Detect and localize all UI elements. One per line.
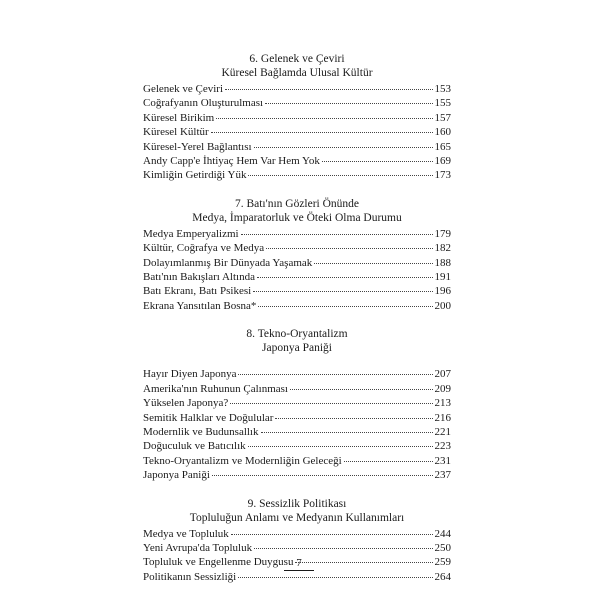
toc-entry[interactable] bbox=[143, 541, 451, 555]
section-title: 7. Batı'nın Gözleri Önünde bbox=[234, 197, 360, 210]
toc-entry-page: 179 bbox=[434, 227, 451, 240]
dot-leader bbox=[275, 410, 432, 419]
toc-entry-page: 213 bbox=[434, 397, 451, 410]
toc-entry-label: Medya Emperyalizmi bbox=[143, 227, 239, 240]
toc-entry[interactable] bbox=[143, 82, 451, 96]
toc-entry[interactable] bbox=[143, 111, 451, 125]
toc-entry-label: Topluluk ve Engellenme Duygusu bbox=[143, 556, 294, 569]
dot-leader bbox=[254, 139, 433, 148]
toc-entry-label: Medya ve Topluluk bbox=[143, 527, 229, 540]
toc-entry[interactable] bbox=[143, 382, 451, 396]
toc-entry-page: 182 bbox=[434, 242, 451, 255]
toc-entry-label: Batı Ekranı, Batı Psikesi bbox=[143, 285, 252, 298]
dot-leader bbox=[253, 283, 432, 292]
toc-entry-label: Gelenek ve Çeviri bbox=[143, 83, 224, 95]
toc-entry-label: Dolayımlanmış Bir Dünyada Yaşamak bbox=[143, 256, 313, 269]
toc-entry-page: 207 bbox=[434, 368, 451, 381]
toc-entry-page: 250 bbox=[434, 541, 451, 554]
toc-entry-label: Batı'nın Bakışları Altında bbox=[143, 271, 255, 284]
toc-entry-list bbox=[143, 82, 451, 183]
dot-leader bbox=[295, 554, 432, 563]
toc-entry-page: 231 bbox=[434, 454, 451, 467]
dot-leader bbox=[212, 467, 433, 476]
dot-leader bbox=[266, 240, 432, 249]
section-title: 8. Tekno-Oryantalizm bbox=[246, 328, 348, 341]
toc-entry-label: Andy Capp'e İhtiyaç Hem Var Hem Yok bbox=[143, 155, 320, 168]
toc-entry-label: Semitik Halklar ve Doğulular bbox=[143, 411, 274, 424]
toc-entry[interactable] bbox=[143, 425, 451, 439]
dot-leader bbox=[265, 95, 432, 104]
toc-entry[interactable] bbox=[143, 454, 451, 468]
dot-leader bbox=[241, 226, 433, 235]
toc-entry-page: 188 bbox=[434, 256, 451, 269]
dot-leader bbox=[254, 540, 432, 549]
dot-leader bbox=[257, 269, 433, 278]
dot-leader bbox=[248, 167, 432, 176]
toc-entry[interactable] bbox=[143, 299, 451, 313]
toc-entry[interactable] bbox=[143, 256, 451, 270]
dot-leader bbox=[238, 569, 432, 578]
toc-entry-label: Yükselen Japonya? bbox=[143, 397, 229, 410]
toc-entry-label: Modernlik ve Budunsallık bbox=[143, 425, 259, 438]
toc-entry-page: 259 bbox=[434, 556, 451, 569]
toc-entry[interactable] bbox=[143, 241, 451, 255]
toc-entry-page: 173 bbox=[434, 169, 451, 182]
dot-leader bbox=[261, 424, 433, 433]
dot-leader bbox=[230, 395, 432, 404]
dot-leader bbox=[231, 526, 433, 535]
dot-leader bbox=[290, 381, 433, 390]
toc-entry-page: 191 bbox=[434, 271, 451, 284]
toc-entry-label: Yeni Avrupa'da Topluluk bbox=[143, 541, 253, 554]
toc-entry-page: 237 bbox=[434, 469, 451, 482]
section-subtitle: Küresel Bağlamda Ulusal Kültür bbox=[221, 67, 373, 79]
toc-section-8 bbox=[143, 327, 451, 482]
toc-entry-label: Coğrafyanın Oluşturulması bbox=[143, 97, 264, 110]
toc-entry-label: Küresel-Yerel Bağlantısı bbox=[143, 140, 252, 153]
toc-entry[interactable] bbox=[143, 154, 451, 168]
page-number: 7 bbox=[284, 557, 314, 571]
section-subtitle: Medya, İmparatorluk ve Öteki Olma Durumu bbox=[192, 211, 402, 224]
toc-entry-label: Kimliğin Getirdiği Yük bbox=[143, 169, 247, 182]
toc-entry-label: Küresel Birikim bbox=[143, 111, 215, 124]
toc-entry-list bbox=[143, 367, 451, 482]
toc-section-6 bbox=[143, 52, 451, 183]
toc-entry-page: 264 bbox=[434, 570, 451, 583]
toc-entry-label: Ekrana Yansıtılan Bosna* bbox=[143, 299, 257, 312]
toc-entry[interactable] bbox=[143, 140, 451, 154]
section-title: 6. Gelenek ve Çeviri bbox=[249, 53, 345, 65]
toc-entry-page: 209 bbox=[434, 382, 451, 395]
dot-leader bbox=[248, 438, 433, 447]
toc-entry-page: 153 bbox=[434, 83, 451, 95]
dot-leader bbox=[238, 366, 432, 375]
toc-entry-page: 200 bbox=[434, 299, 451, 312]
toc-entry-page: 169 bbox=[434, 155, 451, 168]
toc-entry-label: Doğuculuk ve Batıcılık bbox=[143, 440, 246, 453]
toc-entry-page: 221 bbox=[434, 425, 451, 438]
toc-entry[interactable] bbox=[143, 468, 451, 482]
toc-entry-list bbox=[143, 527, 451, 585]
toc-entry-label: Hayır Diyen Japonya bbox=[143, 368, 237, 381]
section-title: 9. Sessizlik Politikası bbox=[247, 497, 347, 510]
dot-leader bbox=[344, 453, 433, 462]
toc-entry-page: 216 bbox=[434, 411, 451, 424]
toc-entry[interactable] bbox=[143, 168, 451, 182]
toc-entry[interactable] bbox=[143, 570, 451, 584]
toc-entry-page: 155 bbox=[434, 97, 451, 110]
table-of-contents bbox=[143, 52, 451, 598]
toc-entry-page: 157 bbox=[434, 111, 451, 124]
toc-entry[interactable] bbox=[143, 270, 451, 284]
toc-entry-page: 160 bbox=[434, 126, 451, 139]
toc-entry-list bbox=[143, 227, 451, 313]
toc-entry[interactable] bbox=[143, 227, 451, 241]
dot-leader bbox=[322, 153, 433, 162]
toc-entry[interactable] bbox=[143, 411, 451, 425]
dot-leader bbox=[258, 298, 432, 307]
dot-leader bbox=[225, 81, 432, 90]
toc-entry-label: Amerika'nın Ruhunun Çalınması bbox=[143, 382, 288, 395]
toc-entry-page: 165 bbox=[434, 140, 451, 153]
toc-entry-label: Japonya Paniği bbox=[143, 469, 210, 482]
dot-leader bbox=[314, 255, 432, 264]
toc-entry-page: 244 bbox=[434, 527, 451, 540]
toc-entry[interactable] bbox=[143, 284, 451, 298]
toc-section-7 bbox=[143, 197, 451, 313]
toc-entry-page: 223 bbox=[434, 440, 451, 453]
toc-entry[interactable] bbox=[143, 527, 451, 541]
toc-entry[interactable] bbox=[143, 96, 451, 110]
toc-entry[interactable] bbox=[143, 125, 451, 139]
toc-entry-label: Politikanın Sessizliği bbox=[143, 570, 237, 583]
section-subtitle: Japonya Paniği bbox=[262, 342, 332, 355]
dot-leader bbox=[216, 110, 432, 119]
dot-leader bbox=[211, 124, 433, 133]
toc-entry-label: Kültür, Coğrafya ve Medya bbox=[143, 242, 265, 255]
section-subtitle: Topluluğun Anlamı ve Medyanın Kullanımları bbox=[189, 511, 405, 524]
toc-section-9 bbox=[143, 497, 451, 585]
toc-entry[interactable] bbox=[143, 439, 451, 453]
toc-entry[interactable] bbox=[143, 367, 451, 381]
toc-entry-label: Küresel Kültür bbox=[143, 126, 209, 139]
toc-entry-page: 196 bbox=[434, 285, 451, 298]
toc-entry[interactable] bbox=[143, 396, 451, 410]
toc-entry-label: Tekno-Oryantalizm ve Modernliğin Geleceği bbox=[143, 454, 342, 467]
